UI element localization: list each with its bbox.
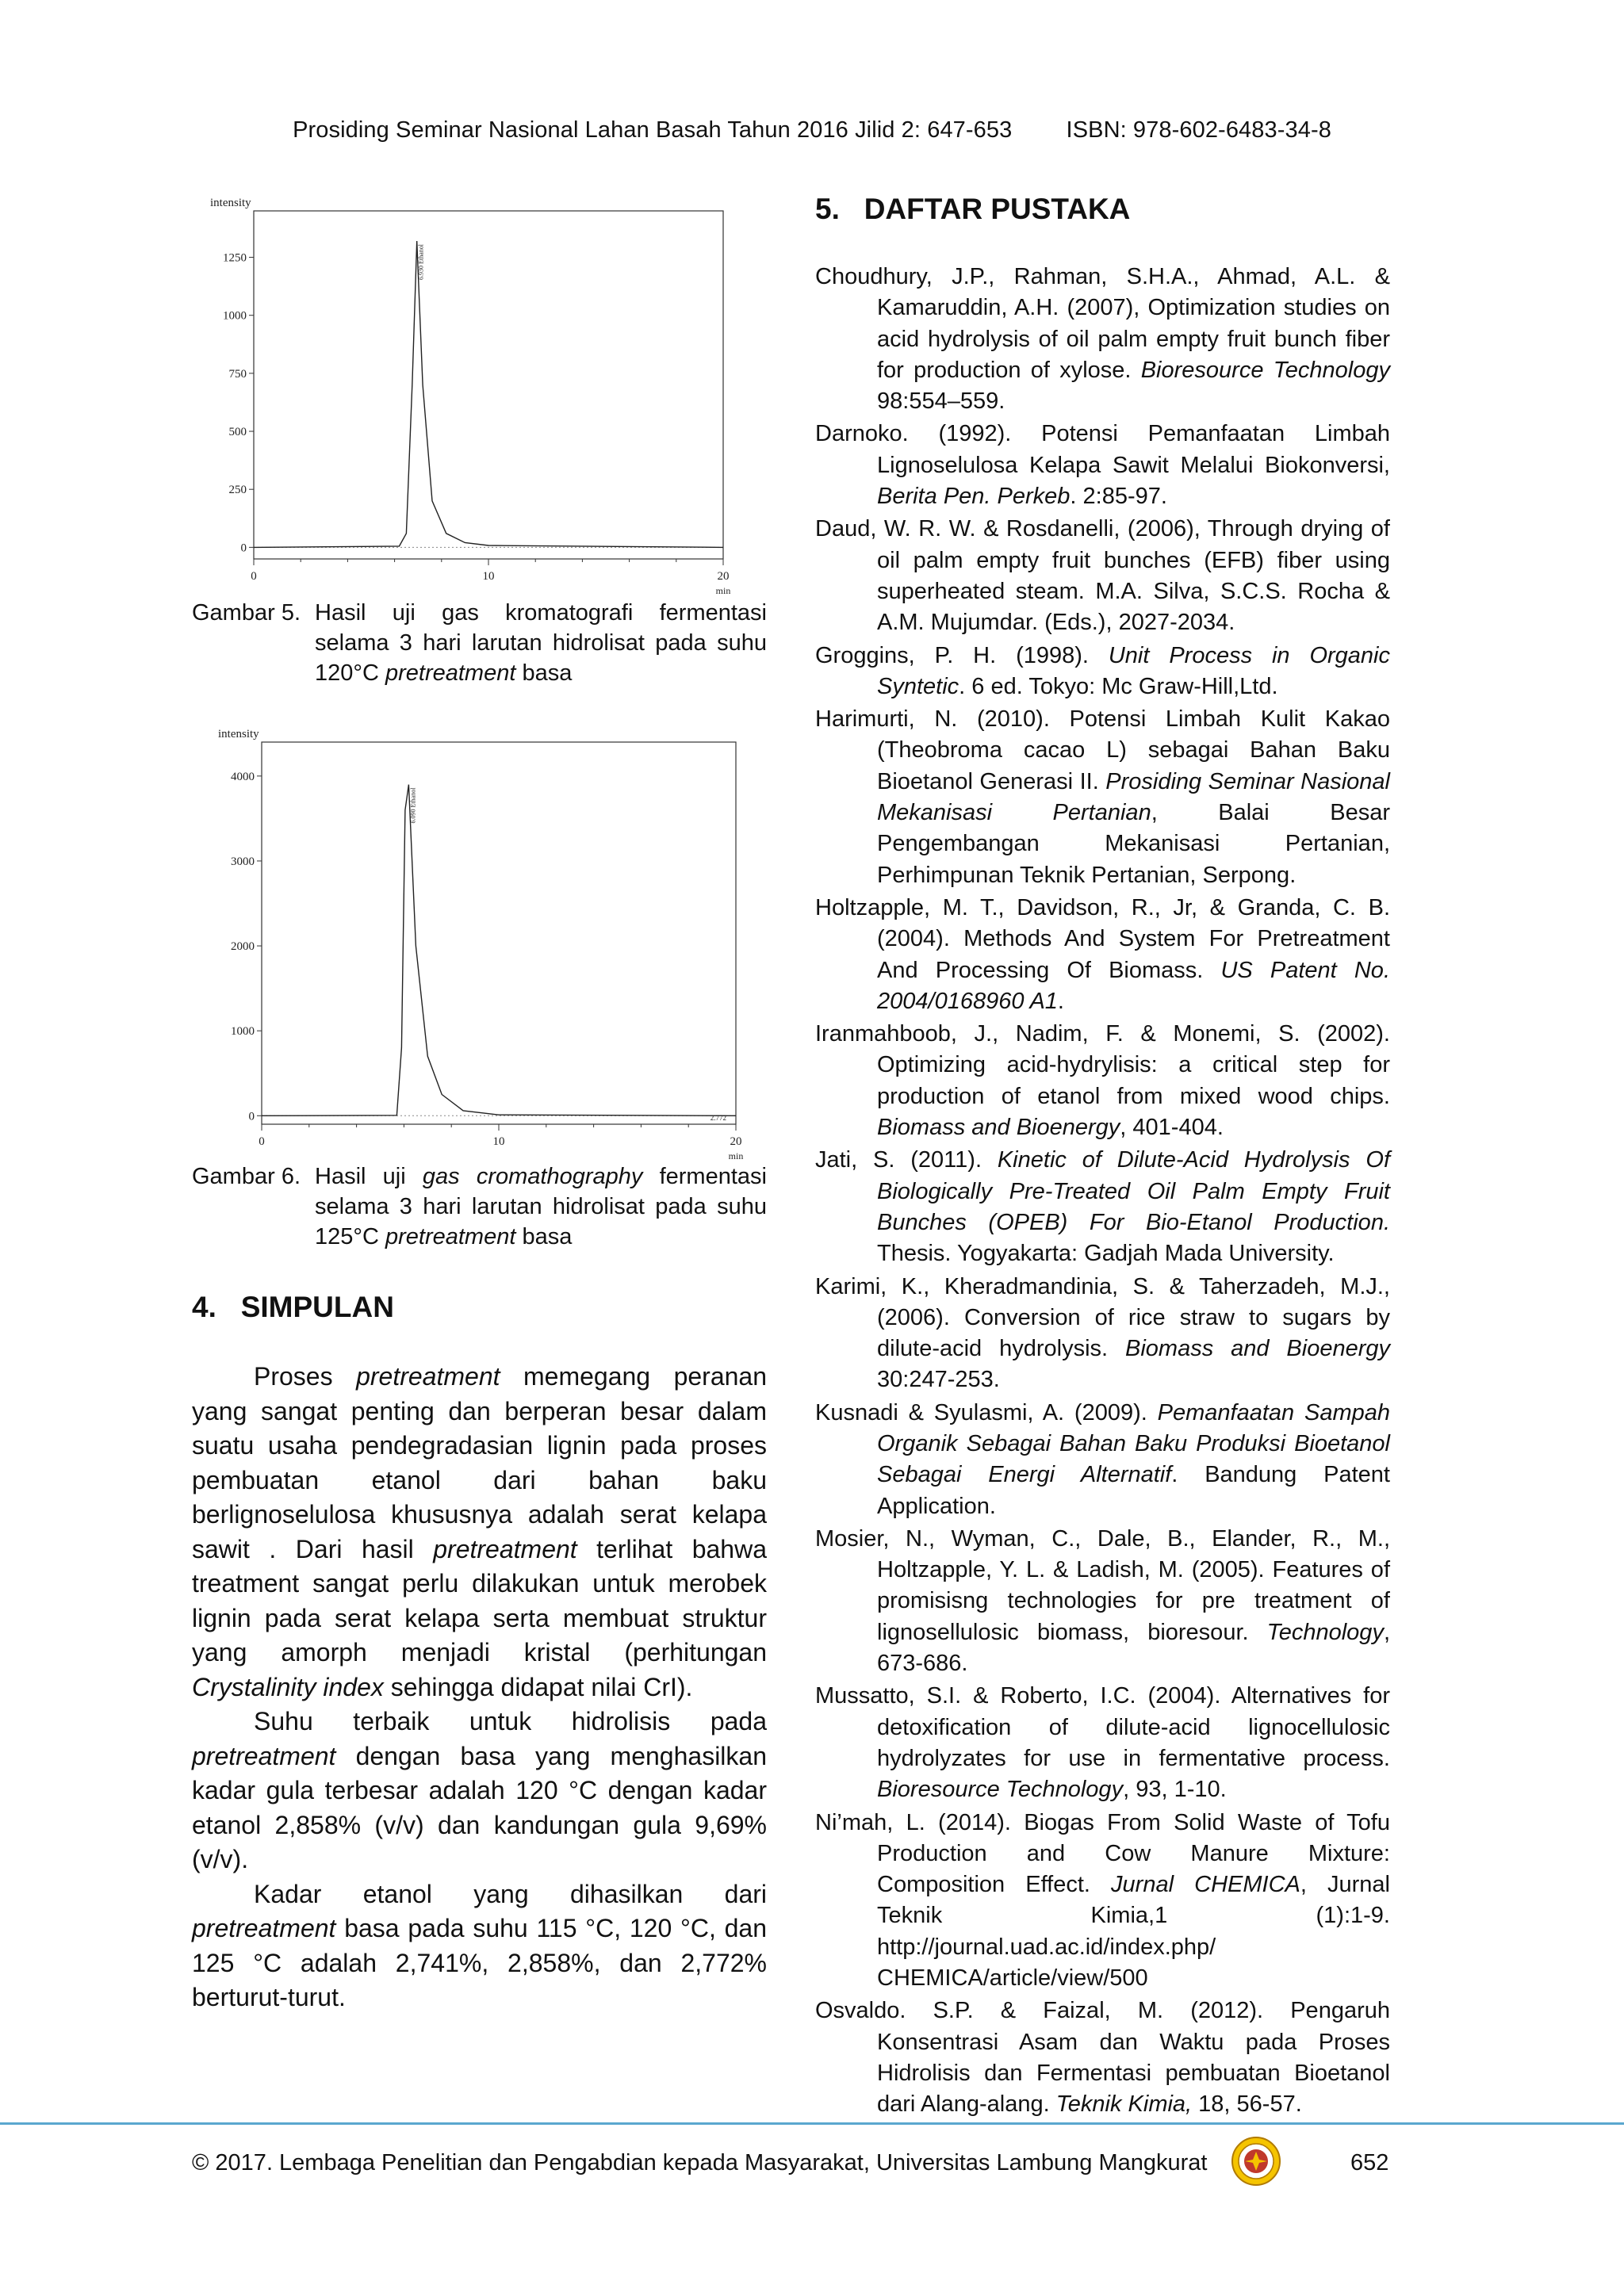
- figure-6-label: Gambar 6.: [192, 1164, 301, 1189]
- peak-label: 6.090 Ethanol: [409, 787, 417, 824]
- x-tick-label: 10: [482, 570, 495, 583]
- reference-item: Mosier, N., Wyman, C., Dale, B., Elander, R., M., Holtzapple, Y. L. & Ladish, M. (2005). Features of promisisng technologies for pre treatment of lignosellulosic biomass, bioresour. Technology, 673-686.: [815, 1525, 1390, 1677]
- reference-item: Kusnadi & Syulasmi, A. (2009). Pemanfaatan Sampah Organik Sebagai Bahan Baku Produksi Bioetanol Sebagai Energi Alternatif. Bandung Patent Application.: [815, 1399, 1390, 1519]
- figure-5-label: Gambar 5.: [192, 600, 301, 626]
- y-tick-label: 0: [240, 541, 247, 555]
- footer-copyright: © 2017. Lembaga Penelitian dan Pengabdian kepada Masyarakat, Universitas Lambung Mangkurat: [192, 2150, 1208, 2175]
- isbn: ISBN: 978-602-6483-34-8: [1066, 117, 1331, 143]
- page-header: [0, 117, 1624, 144]
- x-axis-label: min: [728, 1150, 744, 1161]
- y-tick-label: 750: [228, 367, 247, 381]
- x-axis-label: min: [715, 585, 731, 595]
- page-number: 652: [1350, 2150, 1389, 2175]
- reference-list: [815, 262, 1390, 2122]
- y-tick-label: 2000: [231, 940, 255, 954]
- figure-6-chromatogram: [192, 721, 767, 1165]
- peak-label: 6.930 Ethanol: [417, 244, 425, 280]
- footer-divider: [0, 2122, 1624, 2125]
- figure-5-chromatogram: [192, 190, 767, 595]
- reference-item: Osvaldo. S.P. & Faizal, M. (2012). Pengaruh Konsentrasi Asam dan Waktu pada Proses Hidrolisis dan Fermentasi pembuatan Bioetanol dari Alang-alang. Teknik Kimia, 18, 56-57.: [815, 1998, 1390, 2118]
- reference-item: Daud, W. R. W. & Rosdanelli, (2006), Through drying of oil palm empty fruit bunches (EFB) fiber using superheated steam. M.A. Silva, S.C.S. Rocha & A.M. Mujumdar. (Eds.), 2027-2034.: [815, 516, 1390, 636]
- figure-6-caption: Gambar 6. Hasil uji gas cromathography fermentasi selama 3 hari larutan hidrolisat pada suhu 125°C pretreatment basa: [192, 1161, 767, 1257]
- x-tick-label: 0: [259, 1135, 265, 1148]
- y-tick-label: 500: [228, 426, 247, 439]
- y-tick-label: 0: [248, 1110, 255, 1123]
- y-tick-label: 4000: [231, 770, 255, 783]
- x-tick-label: 20: [717, 570, 730, 583]
- figure-5-plot: [210, 197, 730, 595]
- reference-item: Harimurti, N. (2010). Potensi Limbah Kulit Kakao (Theobroma cacao L) sebagai Bahan Baku Bioetanol Generasi II. Prosiding Seminar Nasional Mekanisasi Pertanian, Balai Besar Pengembangan Mekanisasi Pertanian, Perhimpunan Teknik Pertanian, Serpong.: [815, 706, 1390, 888]
- chromatogram-trace: [262, 785, 736, 1116]
- reference-item: Jati, S. (2011). Kinetic of Dilute-Acid Hydrolysis Of Biologically Pre-Treated Oil Palm Empty Fruit Bunches (OPEB) For Bio-Etanol Production. Thesis. Yogyakarta: Gadjah Mada University.: [815, 1147, 1390, 1267]
- plot-frame: [254, 211, 723, 559]
- reference-item: Darnoko. (1992). Potensi Pemanfaatan Limbah Lignoselulosa Kelapa Sawit Melalui Biokonversi, Berita Pen. Perkeb. 2:85-97.: [815, 421, 1390, 510]
- reference-item: Iranmahboob, J., Nadim, F. & Monemi, S. (2002). Optimizing acid-hydrylisis: a critical step for production of etanol from mixed wood chips. Biomass and Bioenergy, 401-404.: [815, 1021, 1390, 1141]
- reference-item: Mussatto, S.I. & Roberto, I.C. (2004). Alternatives for detoxification of dilute-acid lignocellulosic hydrolyzates for use in fermentative process. Bioresource Technology, 93, 1-10.: [815, 1683, 1390, 1803]
- y-axis-label: intensity: [218, 728, 259, 740]
- university-seal-icon: [1231, 2136, 1281, 2187]
- plot-frame: [262, 742, 736, 1124]
- reference-item: Choudhury, J.P., Rahman, S.H.A., Ahmad, A.L. & Kamaruddin, A.H. (2007), Optimization studies on acid hydrolysis of oil palm empty fruit bunch fiber for production of xylose. Bioresource Technology 98:554–559.: [815, 264, 1390, 415]
- simpulan-paragraph-2: Suhu terbaik untuk hidrolisis pada pretreatment dengan basa yang menghasilkan kadar gula terbesar adalah 120 °C dengan kadar etanol 2,858% (v/v) dan kandungan gula 9,69% (v/v).: [192, 1707, 767, 1873]
- x-tick-label: 0: [251, 570, 257, 583]
- simpulan-paragraph-1: Proses pretreatment memegang peranan yang sangat penting dan berperan besar dalam suatu usaha pendegradasian lignin pada proses pembuatan etanol dari bahan baku berlignoselulosa khususnya adalah serat kelapa sawit . Dari hasil pretreatment terlihat bahwa treatment sangat perlu dilakukan untuk merobek lignin pada serat kelapa serta membuat struktur yang amorph menjadi kristal (perhitungan Crystalinity index sehingga didapat nilai CrI).: [192, 1362, 767, 1701]
- simpulan-heading: 4. SIMPULAN: [192, 1291, 394, 1323]
- reference-item: Karimi, K., Kheradmandinia, S. & Taherzadeh, M.J., (2006). Conversion of rice straw to sugars by dilute-acid hydrolysis. Biomass and Bioenergy 30:247-253.: [815, 1273, 1390, 1393]
- x-tick-label: 10: [492, 1135, 505, 1148]
- chromatogram-trace: [254, 241, 723, 547]
- reference-item: Groggins, P. H. (1998). Unit Process in Organic Syntetic. 6 ed. Tokyo: Mc Graw-Hill,Ltd.: [815, 642, 1390, 699]
- plot-annotation: 2.772: [710, 1114, 726, 1122]
- y-tick-label: 1250: [223, 251, 247, 265]
- figure-5-caption: Gambar 5. Hasil uji gas kromatografi fermentasi selama 3 hari larutan hidrolisat pada suhu 120°C pretreatment basa: [192, 598, 767, 693]
- figure-6-plot: [218, 728, 743, 1161]
- daftar-pustaka-heading: 5. DAFTAR PUSTAKA: [815, 193, 1131, 225]
- reference-item: Holtzapple, M. T., Davidson, R., Jr, & Granda, C. B. (2004). Methods And System For Pretreatment And Processing Of Biomass. US Patent No. 2004/0168960 A1.: [815, 894, 1390, 1014]
- proceedings-title: Prosiding Seminar Nasional Lahan Basah Tahun 2016 Jilid 2: 647-653: [293, 117, 1013, 143]
- simpulan-body: [192, 1360, 767, 2015]
- y-axis-label: intensity: [210, 197, 251, 209]
- y-tick-label: 250: [228, 484, 247, 497]
- reference-item: Ni’mah, L. (2014). Biogas From Solid Waste of Tofu Production and Cow Manure Mixture: Composition Effect. Jurnal CHEMICA, Jurnal Teknik Kimia,1 (1):1-9. http://journal.uad.ac.id/index.php/ CHEMICA/article/view/500: [815, 1809, 1390, 1992]
- x-tick-label: 20: [730, 1135, 742, 1148]
- simpulan-paragraph-3: Kadar etanol yang dihasilkan dari pretreatment basa pada suhu 115 °C, 120 °C, dan 125 °C adalah 2,741%, 2,858%, dan 2,772% berturut-turut.: [192, 1879, 767, 2011]
- y-tick-label: 1000: [223, 309, 247, 323]
- y-tick-label: 3000: [231, 855, 255, 868]
- y-tick-label: 1000: [231, 1025, 255, 1039]
